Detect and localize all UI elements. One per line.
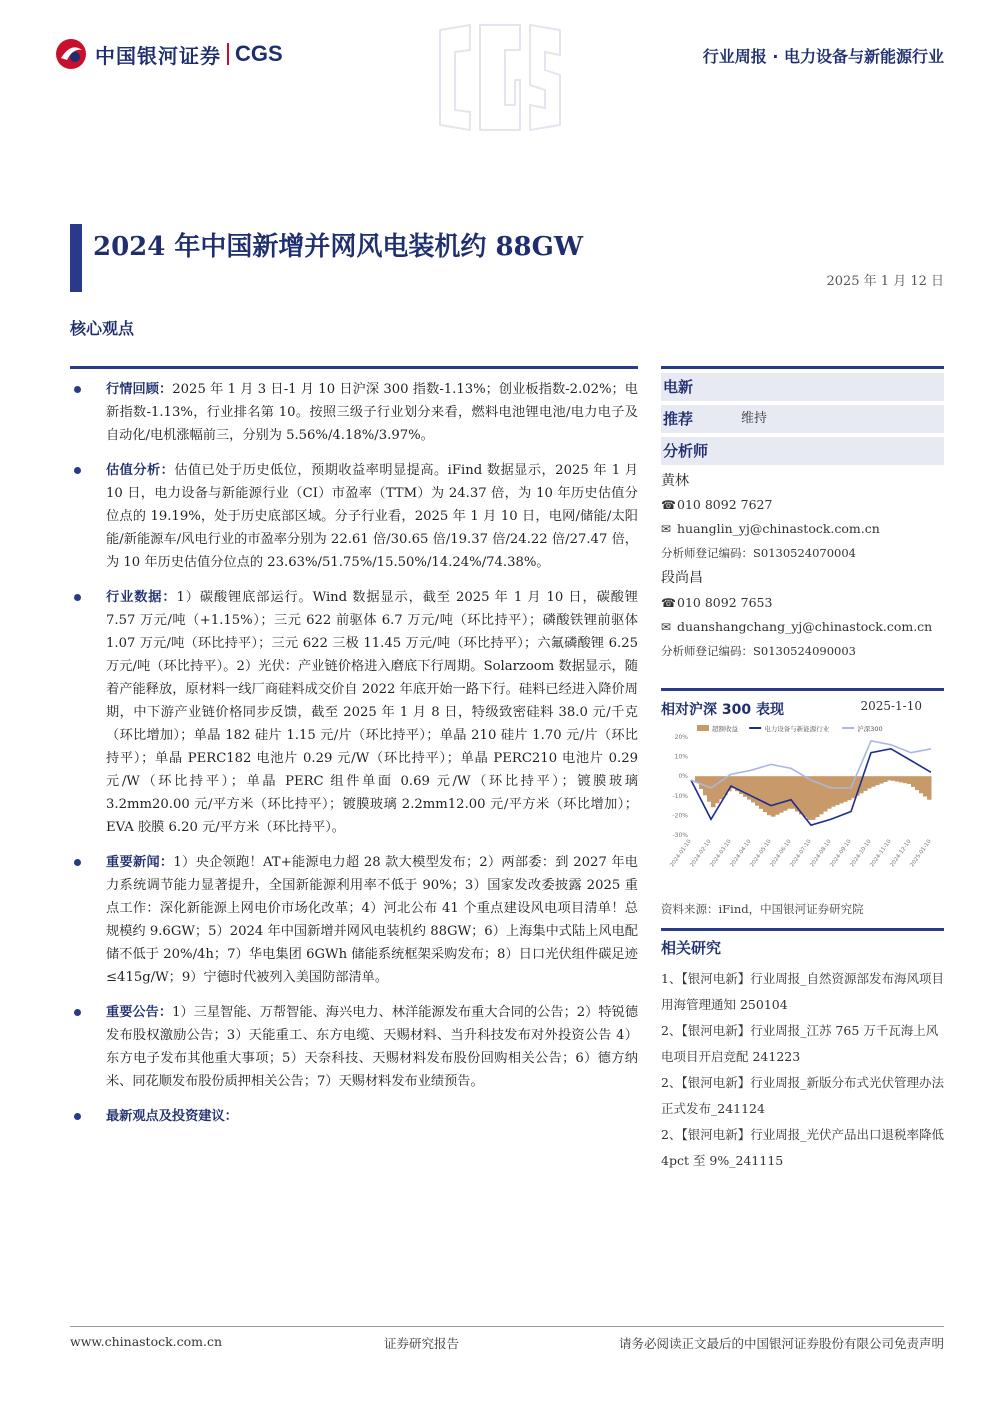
analyst-heading: 分析师 xyxy=(661,437,944,465)
section-rule xyxy=(70,366,638,369)
x-tick-label: 2025-01-10 xyxy=(909,838,933,869)
analyst-phone-row xyxy=(661,493,944,517)
excess-return-bar xyxy=(775,776,780,815)
bullet-news xyxy=(70,851,638,989)
related-research xyxy=(661,928,944,1174)
x-tick-label: 2024-02-10 xyxy=(689,838,713,869)
report-type: 行业周报 · 电力设备与新能源行业 xyxy=(702,47,944,66)
bullet-label: 最新观点及投资建议： xyxy=(106,1109,238,1124)
excess-return-bar xyxy=(767,776,772,815)
excess-return-bar xyxy=(807,776,812,820)
rating-value: 维持 xyxy=(741,411,768,426)
email-icon: ✉ xyxy=(661,522,672,536)
rating-label: 推荐 xyxy=(663,410,694,428)
legend-label: 电力设备与新能源行业 xyxy=(764,725,830,733)
excess-return-bar xyxy=(779,776,784,813)
x-tick-label: 2024-08-10 xyxy=(809,838,833,869)
excess-return-bar xyxy=(867,776,872,788)
analyst-phone: 010 8092 7653 xyxy=(677,595,773,610)
logo-text-cn: 中国银河证券 xyxy=(95,43,221,68)
x-tick-label: 2024-12-10 xyxy=(889,838,913,869)
x-tick-label: 2024-06-10 xyxy=(769,838,793,869)
excess-return-bar xyxy=(699,776,704,789)
excess-return-bar xyxy=(763,776,768,812)
excess-return-bar xyxy=(907,776,912,784)
excess-return-bar xyxy=(707,776,712,802)
excess-return-bar xyxy=(787,776,792,809)
analyst-reg: 分析师登记编码：S0130524090003 xyxy=(661,644,856,658)
bullet-text: 估值已处于历史低位，预期收益率明显提高。iFind 数据显示，2025 年 1 月 10 日，电力设备与新能源行业（CI）市盈率（TTM）为 24.37 倍，为 10 年历史估值分位点的 19.19%，处于历史底部区域。分子行业看，2025 年 1 月 10 日，电网/储能/太阳能/新能源车/风电行业的市盈率分别为 22.61 倍/30.65 倍/19.37 倍/24.22 倍/27.47 倍，为 10 年历史估值分位点的 23.63%/51.75%/15.50%/14.24%/74.38%。 xyxy=(106,463,639,570)
bullet-text: 1）碳酸锂底部运行。Wind 数据显示，截至 2025 年 1 月 10 日，碳酸锂 7.57 万元/吨（+1.15%）；三元 622 前驱体 6.7 万元/吨（环比持平）；磷酸铁锂前驱体 1.07 万元/吨（环比持平）；三元 622 三极 11.45 万元/吨（环比持平）；六氟磷酸锂 6.25 万元/吨（环比持平）。2）光伏：产业链价格进入磨底下行周期。Solarzoom 数据显示，随着产能释放，原材料一线厂商硅料成交价自 2022 年底开始一路下行。硅料已经进入降价周期，中下游产业链价格同步反馈，截至 2025 年 1 月 8 日，特级致密硅料 38.0 元/千克（环比增加）；单晶 182 硅片 1.15 元/片（环比持平）；单晶 210 硅片 1.70 元/片（环比持平）；单晶 PERC182 电池片 0.29 元/W（环比持平）；单晶 PERC210 电池片 0.29 元/W（环比持平）；单晶 PERC 组件单面 0.69 元/W（环比持平）；镀膜玻璃 3.2mm20.00 元/平方米（环比持平）；镀膜玻璃 2.2mm12.00 元/平方米（环比增加）；EVA 胶膜 6.20 元/平方米（环比持平）。 xyxy=(106,590,638,835)
legend-label: 沪深300 xyxy=(857,725,883,733)
y-tick-label: 20% xyxy=(674,734,688,741)
core-view-heading: 核心观点 xyxy=(70,319,135,338)
bullet-dot-icon xyxy=(74,1113,81,1120)
excess-return-bar xyxy=(871,776,876,787)
chart-header xyxy=(661,699,944,719)
footer-rule xyxy=(70,1326,944,1327)
related-item[interactable]: 2、【银河电新】行业周报_新版分布式光伏管理办法正式发布_241124 xyxy=(661,1075,944,1116)
excess-return-bar xyxy=(911,776,916,787)
sector-label: 电新 xyxy=(661,373,944,401)
excess-return-bar xyxy=(803,776,808,817)
email-icon: ✉ xyxy=(661,620,672,634)
y-tick-label: -10% xyxy=(672,792,688,800)
analyst-email-row xyxy=(661,517,944,541)
x-tick-label: 2024-03-10 xyxy=(709,838,733,869)
report-title: 2024 年中国新增并网风电装机约 88GW xyxy=(93,232,584,262)
excess-return-bar xyxy=(755,776,760,805)
bullet-valuation xyxy=(70,459,638,574)
report-date: 2025 年 1 月 12 日 xyxy=(826,274,944,289)
analyst-reg: 分析师登记编码：S0130524070004 xyxy=(661,546,856,560)
bullet-dot-icon xyxy=(74,1009,81,1016)
excess-return-bar xyxy=(799,776,804,814)
analyst-phone-row xyxy=(661,591,944,615)
related-item[interactable]: 1、【银河电新】行业周报_自然资源部发布海风项目用海管理通知 250104 xyxy=(661,971,944,1012)
performance-chart xyxy=(661,723,944,873)
excess-return-bar xyxy=(715,776,720,803)
excess-return-bar xyxy=(711,776,716,807)
excess-return-bar xyxy=(923,776,928,796)
bullet-market-review xyxy=(70,378,638,447)
bullet-label: 行业数据： xyxy=(106,590,177,605)
x-tick-label: 2024-11-10 xyxy=(869,838,893,869)
excess-return-bar xyxy=(863,776,868,791)
excess-return-bar xyxy=(919,776,924,793)
footer-disclaimer: 请务必阅读正文最后的中国银河证券股份有限公司免责声明 xyxy=(618,1336,944,1351)
x-tick-label: 2024-01-10 xyxy=(669,838,693,869)
excess-return-bar xyxy=(895,776,900,781)
excess-return-bar xyxy=(759,776,764,809)
excess-return-bar xyxy=(827,776,832,809)
excess-return-bar xyxy=(823,776,828,811)
bullet-text: 2025 年 1 月 3 日-1 月 10 日沪深 300 指数-1.13%；创业板指数-2.02%；电新指数-1.13%，行业排名第 10。按照三级子行业划分来看，燃料电池锂电池/电力电子及自动化/电机涨幅前三，分别为 5.56%/4.18%/3.97%。 xyxy=(106,382,638,443)
excess-return-bar xyxy=(927,776,932,800)
chart-source: 资料来源：iFind，中国银河证券研究院 xyxy=(661,902,864,916)
chart-title: 相对沪深 300 表现 xyxy=(661,702,784,718)
analyst-card xyxy=(661,565,944,663)
title-accent-bar xyxy=(70,224,82,292)
bullet-dot-icon xyxy=(74,594,81,601)
related-item[interactable]: 2、【银河电新】行业周报_江苏 765 万千瓦海上风电项目开启竞配 241223 xyxy=(661,1023,939,1064)
y-tick-label: 0% xyxy=(678,773,688,781)
analyst-card xyxy=(661,469,944,565)
excess-return-bar xyxy=(843,776,848,802)
phone-icon: ☎ xyxy=(661,498,676,512)
bullet-label: 重要新闻： xyxy=(106,855,174,870)
logo-mark-icon xyxy=(55,38,87,70)
bullet-text: 1）央企领跑！AT+能源电力超 28 款大模型发布；2）两部委：到 2027 年电力系统调节能力显著提升，全国新能源利用率不低于 90%；3）国家发改委披露 2025 重点工作：深化新能源上网电价市场化改革；4）河北公布 41 个重点建设风电项目清单！总规模约 9.6GW；5）2024 年中国新增并网风电装机约 88GW；6）上海集中式陆上风电配储不低于 20%/4h；7）华电集团 6GWh 储能系统框架采购发布；8）日口光伏组件碳足迹≤415g/W；9）宁德时代被列入美国防部清单。 xyxy=(106,855,638,985)
company-logo xyxy=(55,38,283,70)
y-tick-label: -20% xyxy=(672,812,688,820)
x-tick-label: 2024-07-10 xyxy=(789,838,813,869)
excess-return-bar xyxy=(903,776,908,783)
analyst-phone: 010 8092 7627 xyxy=(677,497,773,512)
legend-swatch xyxy=(697,725,709,731)
excess-return-bar xyxy=(915,776,920,790)
excess-return-bar xyxy=(839,776,844,803)
excess-return-bar xyxy=(771,776,776,816)
bullet-label: 行情回顾： xyxy=(106,382,173,397)
excess-return-bar xyxy=(783,776,788,811)
chart-rule xyxy=(661,688,944,691)
analyst-name: 段尚昌 xyxy=(661,570,703,586)
analyst-email[interactable]: duanshangchang_yj@chinastock.com.cn xyxy=(677,619,933,634)
excess-return-bar xyxy=(879,776,884,783)
excess-return-bar xyxy=(831,776,836,806)
performance-chart-block xyxy=(661,688,944,917)
x-tick-label: 2024-04-10 xyxy=(729,838,753,869)
x-tick-label: 2024-10-10 xyxy=(849,838,873,869)
related-item[interactable]: 2、【银河电新】行业周报_光伏产品出口退税率降低 4pct 至 9%_241115 xyxy=(661,1127,944,1168)
rating-row xyxy=(661,405,944,433)
y-tick-label: 10% xyxy=(674,753,688,761)
footer-website[interactable]: www.chinastock.com.cn xyxy=(70,1334,223,1349)
footer-center: 证券研究报告 xyxy=(384,1336,460,1351)
related-rule xyxy=(661,928,944,931)
x-tick-label: 2024-05-10 xyxy=(749,838,773,869)
bullet-investment-advice xyxy=(70,1105,638,1128)
excess-return-bar xyxy=(899,776,904,782)
bullet-label: 重要公告： xyxy=(106,1005,173,1020)
excess-return-bar xyxy=(811,776,816,820)
excess-return-bar xyxy=(883,776,888,782)
bullet-dot-icon xyxy=(74,467,81,474)
logo-divider xyxy=(227,43,229,65)
excess-return-bar xyxy=(819,776,824,814)
bullet-label: 估值分析： xyxy=(106,463,175,478)
bullet-dot-icon xyxy=(74,859,81,866)
legend-label: 超额收益 xyxy=(712,725,738,733)
related-heading: 相关研究 xyxy=(661,939,722,957)
bullet-announcements xyxy=(70,1001,638,1093)
analyst-name: 黄林 xyxy=(661,473,689,489)
excess-return-bar xyxy=(887,776,892,780)
chart-date: 2025-1-10 xyxy=(860,699,922,713)
bullet-industry-data xyxy=(70,586,638,839)
sidebar xyxy=(661,366,944,663)
excess-return-bar xyxy=(891,776,896,781)
bullet-text: 1）三星智能、万帮智能、海兴电力、林洋能源发布重大合同的公告；2）特锐德发布股权激励公告；3）天能重工、东方电缆、天赐材料、当升科技发布对外投资公告 4）东方电子发布其他重大事项；5）天奈科技、天赐材料发布股份回购相关公告；6）德方纳米、同花顺发布股份质押相关公告；7）天赐材料发布业绩预告。 xyxy=(106,1005,639,1089)
y-tick-label: -30% xyxy=(672,832,688,839)
bullet-dot-icon xyxy=(74,386,81,393)
key-points xyxy=(70,378,638,1140)
analyst-email[interactable]: huanglin_yj@chinastock.com.cn xyxy=(677,521,880,536)
x-tick-label: 2024-09-10 xyxy=(829,838,853,869)
cgs-watermark-icon xyxy=(430,20,570,135)
excess-return-bar xyxy=(875,776,880,785)
logo-text-en: CGS xyxy=(235,41,283,66)
analyst-email-row xyxy=(661,615,944,639)
sidebar-rule xyxy=(661,366,944,369)
excess-return-bar xyxy=(835,776,840,805)
phone-icon: ☎ xyxy=(661,596,676,610)
